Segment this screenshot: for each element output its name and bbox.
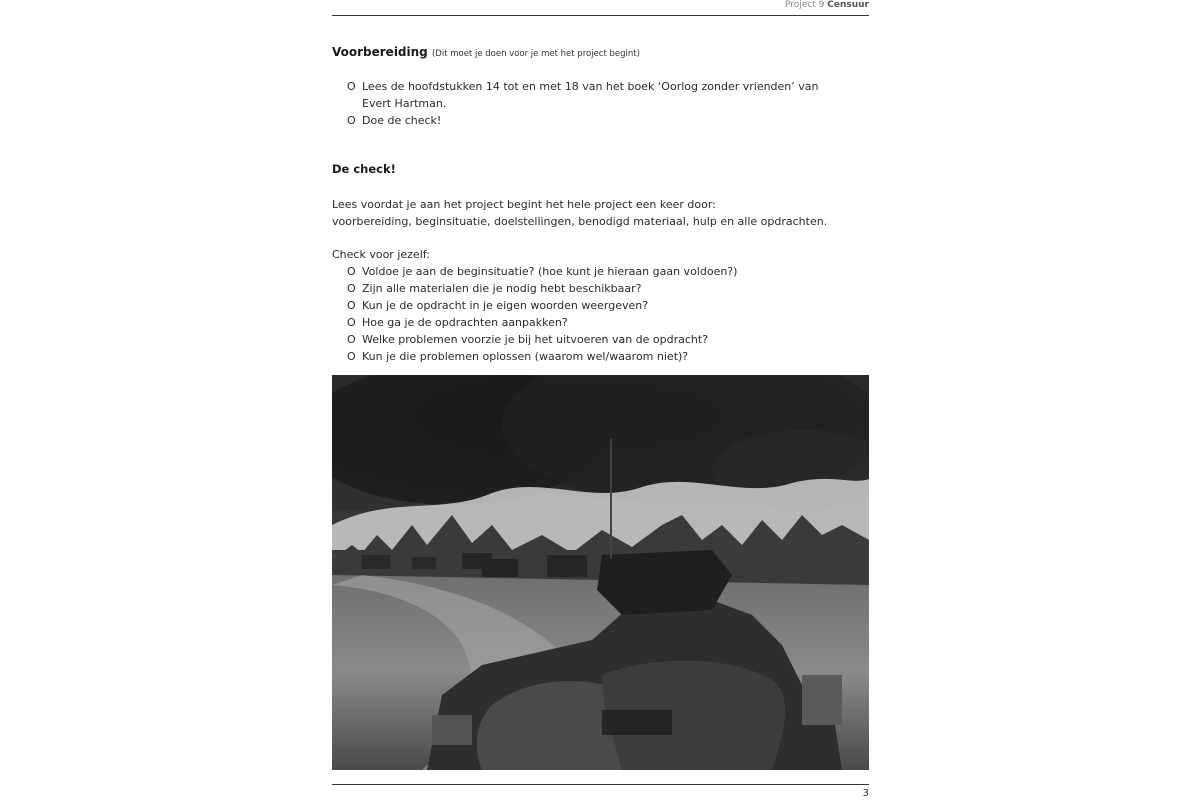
bullet-marker: O: [347, 282, 356, 295]
list-item: [347, 331, 847, 348]
list-item-text: Zijn alle materialen die je nodig hebt beschikbaar?: [362, 282, 642, 295]
running-head-project: Project 9: [785, 0, 825, 10]
list-item-text: Voldoe je aan de beginsituatie? (hoe kunt je hieraan gaan voldoen?): [362, 265, 738, 278]
list-item: [347, 112, 827, 129]
list-item-text: Kun je de opdracht in je eigen woorden weergeven?: [362, 299, 649, 312]
list-item: [347, 297, 847, 314]
list-item: [347, 263, 847, 280]
preparation-note: (Dit moet je doen voor je met het project begint): [431, 49, 640, 59]
list-item-text: Doe de check!: [362, 114, 442, 127]
running-head: [785, 0, 869, 10]
check-intro-line: voorbereiding, beginsituatie, doelstellingen, benodigd materiaal, hulp en alle opdrachten.: [332, 215, 828, 228]
header-rule: [332, 15, 869, 16]
preparation-list: [347, 78, 827, 129]
preparation-heading: [332, 45, 640, 59]
bullet-marker: O: [347, 350, 356, 363]
check-heading: De check!: [332, 162, 396, 176]
bullet-marker: O: [347, 299, 356, 312]
list-item-text: Hoe ga je de opdrachten aanpakken?: [362, 316, 568, 329]
preparation-title: Voorbereiding: [332, 45, 428, 59]
list-item: [347, 78, 827, 112]
check-intro: [332, 196, 869, 230]
bullet-marker: O: [347, 316, 356, 329]
list-item: [347, 348, 847, 365]
footer-rule: [332, 784, 869, 785]
check-intro-line: Lees voordat je aan het project begint het hele project een keer door:: [332, 198, 716, 211]
list-item-text: Kun je die problemen oplossen (waarom wel/waarom niet)?: [362, 350, 689, 363]
page-number: 3: [862, 788, 869, 799]
war-photo: [332, 375, 869, 770]
document-page: [332, 0, 869, 800]
list-item-text: Lees de hoofdstukken 14 tot en met 18 van het boek ‘Oorlog zonder vrienden’ van Evert Hartman.: [362, 80, 819, 110]
bullet-marker: O: [347, 114, 356, 127]
check-list: [347, 263, 847, 365]
list-item: [347, 314, 847, 331]
bullet-marker: O: [347, 80, 356, 93]
list-item: [347, 280, 847, 297]
check-lead: Check voor jezelf:: [332, 248, 430, 261]
bullet-marker: O: [347, 265, 356, 278]
list-item-text: Welke problemen voorzie je bij het uitvoeren van de opdracht?: [362, 333, 709, 346]
bullet-marker: O: [347, 333, 356, 346]
running-head-subject: Censuur: [827, 0, 869, 10]
